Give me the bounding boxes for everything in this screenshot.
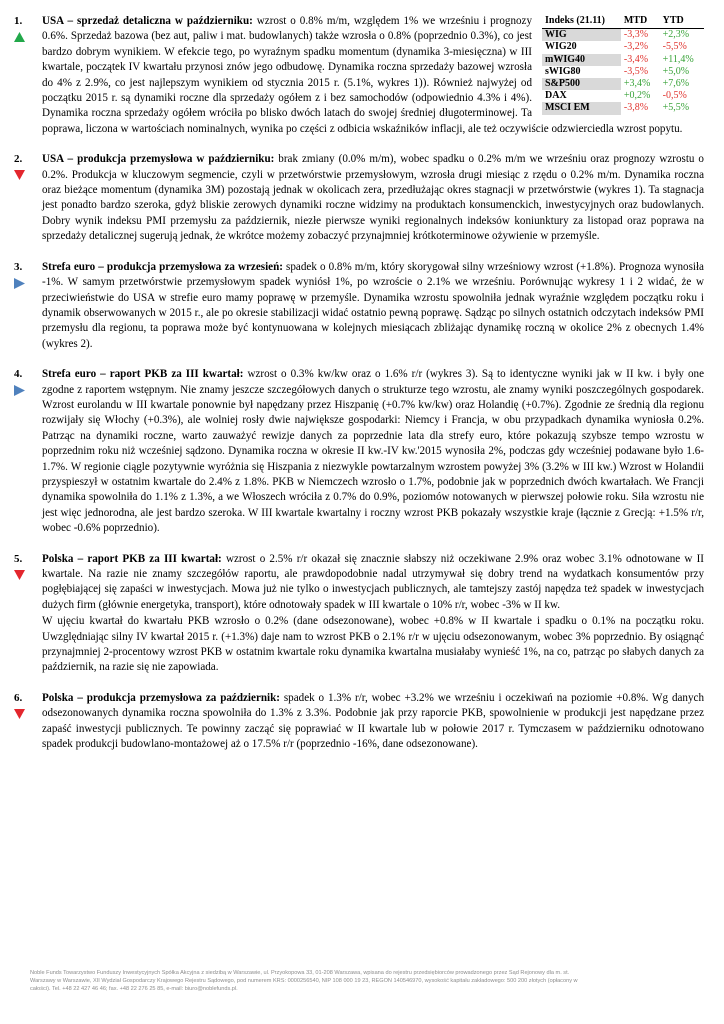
index-header-name: Indeks (21.11) (542, 14, 621, 29)
news-item-3 (14, 260, 704, 352)
index-row (542, 29, 704, 42)
index-ytd: +2,3% (662, 29, 690, 41)
news-item-4 (14, 367, 704, 536)
index-row (542, 102, 704, 114)
triangle-up-icon (14, 32, 25, 42)
item-heading: Strefa euro – produkcja przemysłowa za wrzesień: (42, 260, 283, 273)
item-text: brak zmiany (0.0% m/m), wobec spadku o 0.2% m/m we wrześniu oraz prognozy wzrostu o 0.2%. Produkcja w kluczowym segmencie, czyli w przetwórstwie przemysłowym, wzrosła drugi miesiąc z rzędu o 0.2% m/m. Dynamika roczna oraz bieżące momentum (dynamika 3M) pozostają jednak w okolicach zera, przedłużając okres stagnacji w przetwórstwie (wykres 1). Ta stagnacja jest ponadto bardzo szeroka, gdyż bliskie zerowych dynamiki roczne widzimy na produktach konsumenckich, inwestycyjnych oraz budowlanych. Dobry wynik indeksu PMI przemysłu za październik, niezłe pierwsze wyniki regionalnych indeksów koniunktury za listopad oraz poprawa na sprzedaży detalicznej sugerują jednak, że wkrótce możemy zobaczyć przynajmniej krótkoterminowe ożywienie w przemyśle. (42, 153, 704, 243)
index-header-mtd: MTD (621, 14, 660, 29)
triangle-down-icon (14, 570, 25, 580)
triangle-right-icon (14, 385, 25, 396)
index-ytd: +7,6% (662, 78, 690, 90)
item-text: wzrost o 2.5% r/r okazał się znacznie słabszy niż oczekiwane 2.9% oraz wobec 3.1% odnotowane w II kwartale. Na razie nie znamy szczegółów raportu, ale prawdopodobnie nadal utrzymywał się dobry trend na wydatkach konsumentów przy pogłębiającej się zapaści w inwestycjach. Mowa już nie tylko o inwestycjach publicznych, ale tamtejszy zastój napędza też spadek w inwestycjach dużych firm (głównie energetyka, transport), które odnotowały spadek w III kwartale o 10% r/r, wobec -3% w II kw. (42, 552, 704, 611)
item-text: wzrost o 0.8% m/m, względem 1% we wrześniu i prognozy 0.6%. Sprzedaż bazowa (bez aut, paliw i mat. budowlanych) także wzrosła o 0.8% (poprzednio 0.3%), co jest bardzo dobrym wynikiem. W efekcie tego, po wyraźnym spadku momentum (dynamika 3-miesięczna) w III kwartale, początek IV kwartału przynosi znów jego odbudowę. Dynamika roczna sprzedaży bazowej wzrosła do 4% z 2.9%, co jest najlepszym wynikiem od stycznia 2015 r. (5.1%, wykres 1)). Również najwyżej od początku 2015 r. są dynamiki roczne dla sprzedaży ogółem z i bez samochodów (odpowiednio 4.3% i 4%). Dynamika roczna sprzedaży ogółem wróciła po blisko dwóch latach do swojej średniej długoterminowej. Ta poprawa, liczona w wartościach nominalnych, wynika po części z odbicia wskaźników inflacji, ale też oczywiście odzwierciedla wzrost popytu. (42, 15, 683, 135)
item-text: spadek o 1.3% r/r, wobec +3.2% we wrześniu i oczekiwań na poziomie +0.8%. Wg danych odsezonowanych dynamika roczna spowolniła do 1.3% z 3.3%. Podobnie jak przy raporcie PKB, spowolnienie w produkcji jest napędzane przez zapaść inwestycji publicznych. Te powinny zacząć się poprawiać w II kwartale lub w połowie 2017 r. Tymczasem w październiku odnotowano spadek produkcji budowlano-montażowej aż o 17.5% r/r (poprzednio -16%, dane odsezonowane). (42, 691, 704, 751)
item-number: 2. (14, 153, 23, 166)
index-name: sWIG80 (545, 65, 581, 77)
item-number: 1. (14, 15, 23, 27)
index-mtd: -3,2% (623, 41, 649, 53)
item-text: wzrost o 0.3% kw/kw oraz o 1.6% r/r (wykres 3). Są to identyczne wyniki jak w II kw. i były one zgodne z raportem wstępnym. Nie znamy jeszcze szczegółowych danych o strukturze tego wzrostu, ale znamy wyniki poszczególnych gospodarek. Wzrost eurolandu w III kwartale ponownie był napędzany przez Hiszpanię (+0.7% kw/kw) oraz Holandię (+0.7%). Zgodnie ze średnią dla regionu rozwijały się Włochy (+0.3%), ale wolniej rosły dwie największe gospodarki: Niemcy i Francja, w obu przypadkach dynamika wyniosła 0.2%. Patrząc na dynamiki roczne, warto zauważyć rewizje danych za poprzednie lata dla strefy euro, które pokazują szybsze tempo wzrostu w poprzednim roku niż wcześniej sądzono. Dynamika roczna w okresie II kw.-IV kw.'2015 wynosiła 2%, podczas gdy wcześniej podawane było 1.6-1.7%. W regionie ciągle pozytywnie wyróżnia się Hiszpania z niezwykle powtarzalnym wzrostem powyżej 3% (3.2% w III kw.) Wzrost w Holandii przyspieszył w ostatnim kwartale do 2.4% z 1.8%. PKB w Niemczech wzrosło o 1.7%, podobnie jak w poprzednich dwóch kwartałach. We Francji dynamika spowolniła do 1.1% z 1.3%, a we Włoszech wróciła z 0.7% do 0.9%, poziomów notowanych w pierwszej połowie roku. Siła wzrostu nie jest więc jednorodna, ale jest bardzo szeroka. W III kwartale kwartalny i roczny wzrost PKB pokazały wszystkie kraje (łącznie z Grecją: +1.5% r/r, wobec -0.6% poprzednio). (42, 368, 704, 535)
item-heading: Polska – produkcja przemysłowa za październik: (42, 691, 280, 704)
item-text-paragraph-2: W ujęciu kwartał do kwartału PKB wzrosło o 0.2% (dane odsezonowane), wobec +0.8% w II kwartale i spadku o 0.1% na początku roku. Uwzględniając silny IV kwartał 2015 r. (+1.3%) daje nam to wzrost PKB o 2.1% r/r w ujęciu odsezonowanym, wobec 3% poprzednio. By osiągnąć przynajmniej 2-procentowy wzrost PKB w ostatnim kwartale roku dynamika kwartalna musiałaby wynieść 1%, na co, patrząc po słabych danych za październik, na razie się nie zapowiada. (42, 615, 704, 674)
index-ytd: +11,4% (662, 53, 694, 65)
item-text: spadek o 0.8% m/m, który skorygował silny wrześniowy wzrost (+1.8%). Prognoza wynosiła -1%. W samym przetwórstwie przemysłowym spadek wyniósł 1%, po wzroście o 2.1% we wrześniu. Porównując wykresy 1 i 2 widać, że w przeciwieństwie do USA w strefie euro mamy poprawę w przemyśle. Dynamika wzrostu spowolniła jednak wyraźnie względem początku roku i dynamik obserwowanych w 2015 r., ale po okresie stabilizacji widać ostatnio pewną poprawę. Sądząc po silnych ostatnich odczytach indeksów PMI przemysłu dla regionu, ta poprawa może być kontynuowana w kolejnych miesiącach zbliżając dynamikę roczną w okolice 2% z obecnych 1.4% (wykres 2). (42, 260, 704, 350)
triangle-down-icon (14, 170, 25, 180)
index-name: WIG (542, 29, 621, 42)
index-mtd: +0,2% (623, 90, 651, 102)
footer-line: całości). Tel. +48 22 427 46 46; fax. +48 22 276 25 85, e-mail: biuro@noblefunds.pl. (30, 986, 238, 992)
news-item-5 (14, 552, 704, 676)
index-row (542, 66, 704, 78)
index-name: mWIG40 (542, 54, 621, 66)
item-number: 4. (14, 368, 23, 381)
index-row (542, 78, 704, 90)
item-number: 5. (14, 552, 23, 565)
index-mtd: +3,4% (623, 78, 651, 90)
item-heading: USA – sprzedaż detaliczna w październiku: (42, 15, 253, 27)
index-mtd: -3,4% (623, 53, 649, 65)
index-ytd: +5,5% (662, 102, 690, 114)
legal-footer (30, 969, 690, 993)
item-number: 6. (14, 691, 23, 704)
index-mtd: -3,5% (623, 65, 649, 77)
item-heading: Strefa euro – raport PKB za III kwartał: (42, 368, 244, 381)
item-heading: USA – produkcja przemysłowa w październiku: (42, 153, 275, 166)
triangle-right-icon (14, 278, 25, 289)
news-item-2 (14, 152, 704, 244)
item-heading: Polska – raport PKB za III kwartał: (42, 552, 222, 565)
index-name: DAX (545, 90, 567, 102)
index-mtd: -3,3% (623, 29, 649, 41)
index-name: WIG20 (545, 41, 577, 53)
index-table (542, 14, 704, 115)
report-page (14, 14, 704, 767)
index-ytd: +5,0% (662, 65, 690, 77)
triangle-down-icon (14, 709, 25, 719)
index-row (542, 54, 704, 66)
index-header-ytd: YTD (660, 14, 704, 29)
index-row (542, 41, 704, 53)
news-item-1 (14, 14, 704, 137)
index-mtd: -3,8% (623, 102, 649, 114)
item-number: 3. (14, 260, 23, 273)
footer-line: Warszawy w Warszawie, XII Wydział Gospodarczy Krajowego Rejestru Sądowego, pod numerem KRS: 0000256540, NIP 108 000 19 23, REGON 140546970, wysokość kapitału zakładowego: 500 200 złotych (opłacony w (30, 978, 578, 984)
index-name: MSCI EM (542, 102, 621, 114)
index-row (542, 90, 704, 102)
index-ytd: -0,5% (662, 90, 687, 102)
index-name: S&P500 (542, 78, 621, 90)
news-item-6 (14, 691, 704, 753)
footer-line: Noble Funds Towarzystwo Funduszy Inwestycyjnych Spółka Akcyjna z siedzibą w Warszawie, ul. Przyokopowa 33, 01-208 Warszawa, wpisana do rejestru przedsiębiorców prowadzonego przez Sąd Rejonowy dla m. st. (30, 970, 570, 976)
index-ytd: -5,5% (662, 41, 687, 53)
